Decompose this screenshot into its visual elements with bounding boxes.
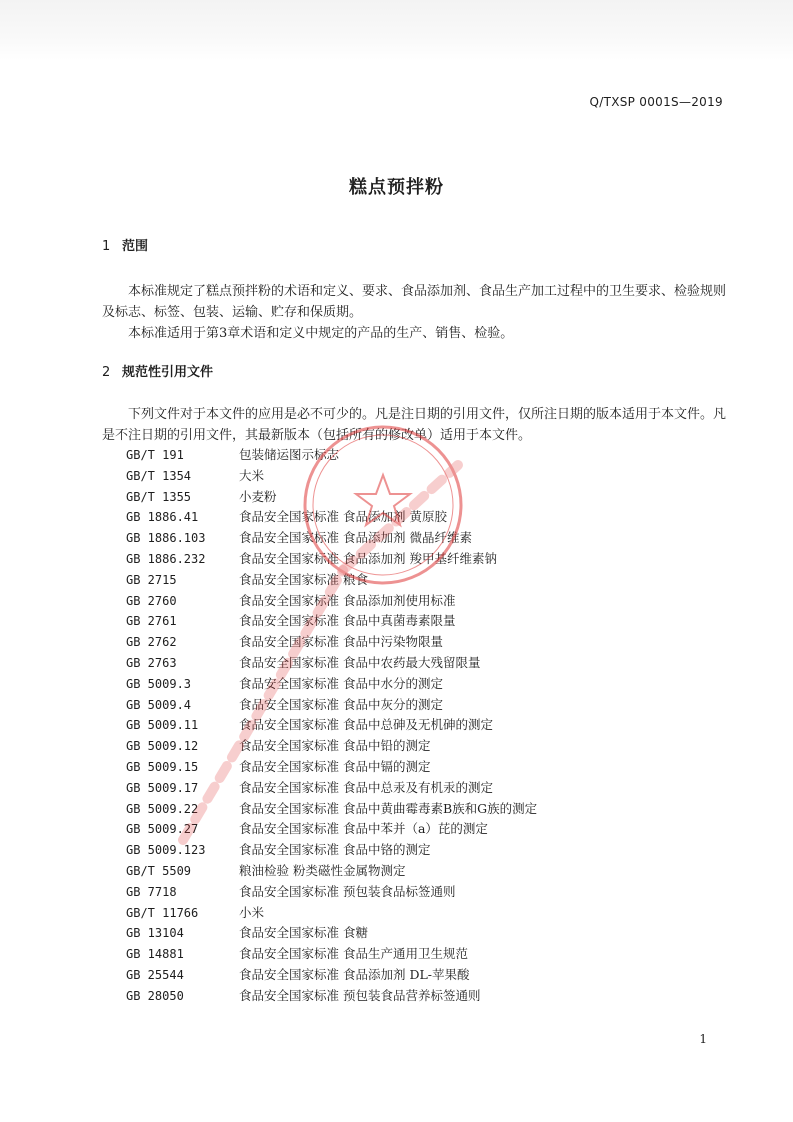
reference-code: GB 5009.3	[126, 676, 192, 691]
reference-title: 食品安全国家标准 预包装食品营养标签通则	[239, 987, 481, 1003]
reference-item	[126, 903, 686, 924]
section-heading-scope	[102, 235, 148, 254]
reference-item	[126, 715, 686, 736]
page-number: 1	[699, 1032, 707, 1046]
reference-code: GB 2762	[126, 635, 177, 650]
reference-title: 食品安全国家标准 食品中铅的测定	[239, 738, 431, 754]
reference-title: 食品安全国家标准 食品中总砷及无机砷的测定	[239, 717, 493, 733]
reference-title: 食品安全国家标准 食品中苯并（a）芘的测定	[239, 821, 488, 837]
reference-title: 食品安全国家标准 食品添加剂 羧甲基纤维素钠	[239, 550, 497, 566]
reference-title: 食品安全国家标准 食糖	[239, 925, 368, 941]
reference-item	[126, 923, 686, 944]
reference-code: GB 25544	[126, 967, 184, 982]
reference-item	[126, 591, 686, 612]
reference-title: 食品安全国家标准 食品中总汞及有机汞的测定	[239, 779, 493, 795]
reference-title: 食品安全国家标准 食品中真菌毒素限量	[239, 613, 456, 629]
reference-title: 包装储运图示标志	[239, 447, 340, 462]
reference-item	[126, 757, 686, 778]
reference-title: 大米	[239, 467, 265, 483]
document-code: Q/TXSP 0001S—2019	[589, 95, 723, 109]
section-title: 规范性引用文件	[122, 365, 214, 380]
reference-title: 食品安全国家标准 食品添加剂使用标准	[239, 592, 456, 608]
reference-item	[126, 799, 686, 820]
reference-code: GB 13104	[126, 926, 184, 941]
scope-paragraph: 本标准规定了糕点预拌粉的术语和定义、要求、食品添加剂、食品生产加工过程中的卫生要求、检验规则及标志、标签、包装、运输、贮存和保质期。	[102, 284, 727, 320]
reference-item	[126, 840, 686, 861]
reference-code: GB 5009.17	[126, 780, 199, 795]
reference-item	[126, 986, 686, 1007]
reference-title: 食品安全国家标准 食品中镉的测定	[239, 758, 431, 774]
reference-item	[126, 861, 686, 882]
reference-code: GB 2763	[126, 655, 177, 670]
scan-shadow-band	[0, 0, 793, 60]
reference-item	[126, 549, 686, 570]
reference-title: 食品安全国家标准 食品添加剂 DL-苹果酸	[239, 966, 470, 982]
reference-code: GB 1886.41	[126, 510, 199, 525]
reference-item	[126, 736, 686, 757]
reference-item	[126, 570, 686, 591]
reference-title: 食品安全国家标准 粮食	[239, 571, 368, 587]
reference-code: GB 5009.12	[126, 739, 199, 754]
reference-code: GB/T 1354	[126, 468, 192, 483]
reference-code: GB 5009.22	[126, 801, 199, 816]
section-title: 范围	[122, 239, 149, 254]
reference-item	[126, 528, 686, 549]
reference-title: 食品安全国家标准 食品添加剂 黄原胶	[239, 509, 447, 525]
reference-item	[126, 611, 686, 632]
reference-title: 粮油检验 粉类磁性金属物测定	[239, 862, 406, 878]
reference-title: 食品安全国家标准 食品中黄曲霉毒素B族和G族的测定	[239, 800, 538, 816]
reference-item	[126, 778, 686, 799]
reference-item	[126, 965, 686, 986]
reference-item	[126, 487, 686, 508]
references-intro-paragraph: 下列文件对于本文件的应用是必不可少的。凡是注日期的引用文件，仅所注日期的版本适用于本文件。凡是不注日期的引用文件，其最新版本（包括所有的修改单）适用于本文件。	[102, 407, 727, 443]
reference-code: GB/T 11766	[126, 905, 199, 920]
reference-item	[126, 882, 686, 903]
reference-title: 食品安全国家标准 食品中农药最大残留限量	[239, 654, 481, 670]
reference-title: 食品安全国家标准 食品中水分的测定	[239, 675, 443, 691]
reference-code: GB 2760	[126, 593, 177, 608]
reference-code: GB 7718	[126, 884, 177, 899]
reference-title: 食品安全国家标准 食品添加剂 微晶纤维素	[239, 530, 472, 546]
reference-title: 食品安全国家标准 食品中污染物限量	[239, 634, 443, 650]
section-number: 1	[102, 239, 111, 254]
reference-code: GB 5009.15	[126, 759, 199, 774]
reference-item	[126, 507, 686, 528]
reference-title: 食品安全国家标准 食品中铬的测定	[239, 842, 431, 858]
reference-item	[126, 445, 686, 466]
reference-code: GB/T 191	[126, 448, 184, 462]
scope-applicability-paragraph: 本标准适用于第3章术语和定义中规定的产品的生产、销售、检验。	[128, 326, 514, 341]
reference-item	[126, 695, 686, 716]
reference-item	[126, 466, 686, 487]
section-number: 2	[102, 365, 111, 380]
reference-title: 小麦粉	[239, 488, 277, 504]
reference-item	[126, 944, 686, 965]
reference-title: 小米	[239, 904, 265, 920]
reference-code: GB 5009.123	[126, 843, 206, 858]
reference-item	[126, 632, 686, 653]
reference-item	[126, 819, 686, 840]
reference-code: GB 14881	[126, 947, 184, 962]
reference-title: 食品安全国家标准 食品生产通用卫生规范	[239, 946, 468, 962]
reference-title: 食品安全国家标准 食品中灰分的测定	[239, 696, 443, 712]
reference-list	[126, 445, 686, 1007]
reference-code: GB 1886.103	[126, 531, 206, 546]
reference-title: 食品安全国家标准 预包装食品标签通则	[239, 883, 456, 899]
reference-code: GB 5009.11	[126, 718, 199, 733]
section-heading-normative-references	[102, 361, 213, 380]
reference-code: GB 5009.4	[126, 697, 192, 712]
reference-code: GB/T 5509	[126, 863, 192, 878]
reference-code: GB/T 1355	[126, 489, 192, 504]
reference-item	[126, 674, 686, 695]
document-title: 糕点预拌粉	[349, 177, 444, 198]
reference-code: GB 1886.232	[126, 551, 206, 566]
reference-code: GB 28050	[126, 988, 184, 1003]
reference-item	[126, 653, 686, 674]
reference-code: GB 2715	[126, 572, 177, 587]
reference-code: GB 5009.27	[126, 822, 199, 837]
reference-code: GB 2761	[126, 614, 177, 629]
